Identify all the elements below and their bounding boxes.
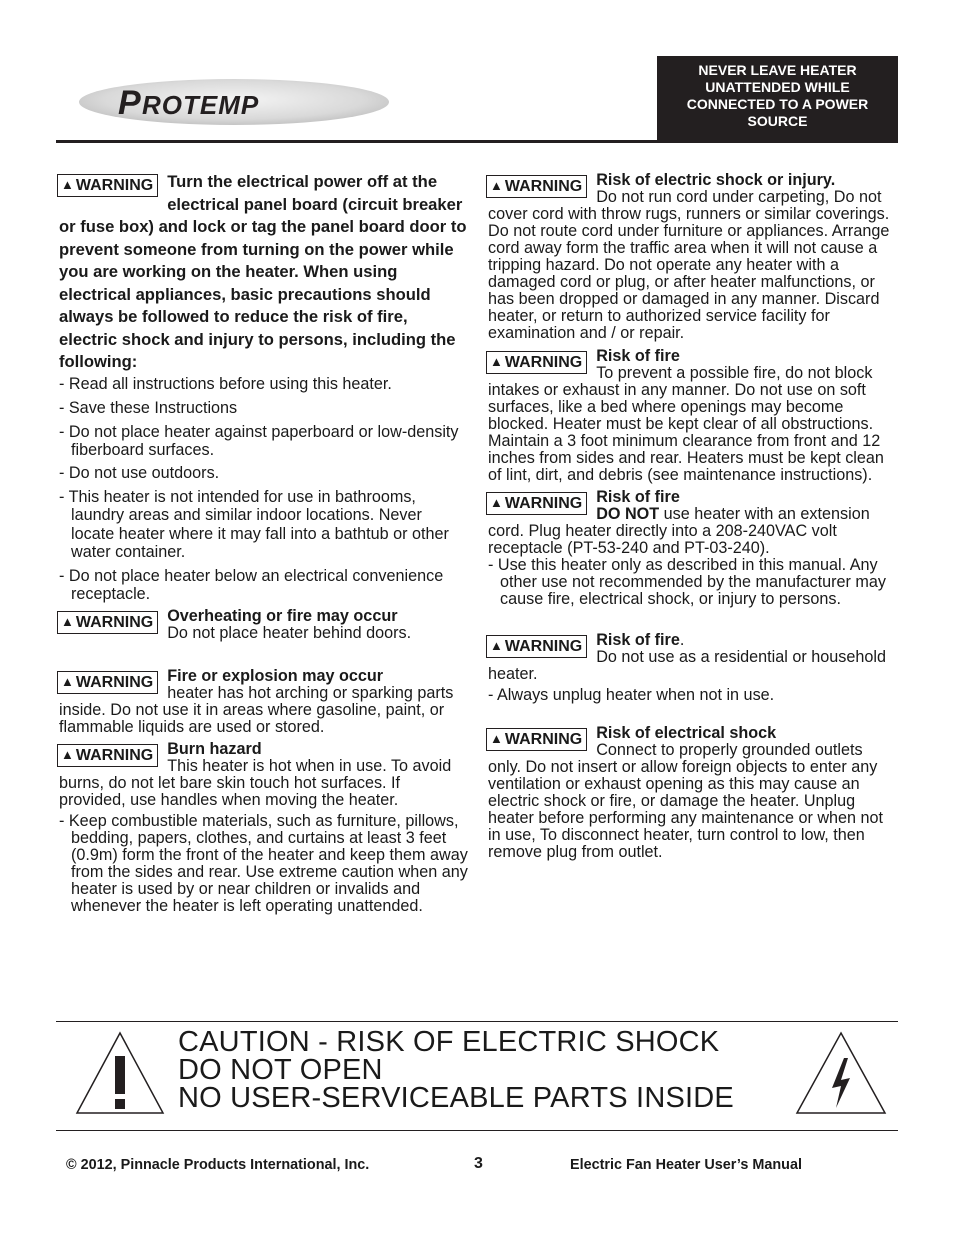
warning-badge-label: WARNING bbox=[75, 746, 154, 764]
left-column bbox=[59, 172, 469, 917]
list-item: - Keep combustible materials, such as furniture, pillows, bedding, papers, clothes, and curtains at least 3 feet (0.9m) form the front of the heater and keep them away from the sides and rear. Use extreme caution when any heater is used by or near children or invalids and whenever the heater is left operating unattended. bbox=[59, 811, 468, 915]
caution-line: NO USER-SERVICEABLE PARTS INSIDE bbox=[178, 1082, 734, 1114]
warning-badge-label: WARNING bbox=[504, 178, 583, 195]
warning-emphasis: DO NOT bbox=[596, 505, 660, 523]
warning-title: Risk of fire bbox=[596, 631, 680, 649]
warning-badge bbox=[57, 744, 158, 767]
warning-triangle-icon: ▲ bbox=[61, 613, 74, 629]
caution-banner bbox=[56, 1021, 898, 1131]
warning-electrical-shock bbox=[488, 725, 900, 861]
notice-line: UNATTENDED WHILE bbox=[705, 79, 850, 95]
warning-badge bbox=[57, 671, 158, 694]
svg-text:ROTEMP: ROTEMP bbox=[142, 90, 260, 120]
warning-text: Connect to properly grounded outlets only. Do not insert or allow foreign objects to enter any ventilation or exhaust opening as this may cause an electric shock or fire, or damage the heater. Unplug heater before performing any maintenance or when not in use, To disconnect heater, turn control to low, then remove plug from outlet. bbox=[488, 741, 884, 861]
warning-text: Do not place heater behind doors. bbox=[167, 623, 412, 642]
warning-text: Do not use as a residential or household heater. bbox=[488, 648, 886, 683]
warning-fire-extension-cord bbox=[488, 489, 900, 557]
warning-badge bbox=[486, 175, 587, 198]
notice-line: SOURCE bbox=[747, 113, 808, 129]
right-column bbox=[488, 172, 900, 861]
header-divider bbox=[56, 140, 898, 143]
warning-triangle-icon: ▲ bbox=[61, 177, 74, 192]
warning-triangle-icon: ▲ bbox=[61, 746, 74, 762]
warning-power-off bbox=[59, 171, 469, 374]
warning-text: Do not run cord under carpeting, Do not cover cord with throw rugs, runners or similar coverings. Do not route cord under furniture or appliances. Arrange cord away form the traffic area when it will not cause a tripping hazard. Do not operate any heater with a damaged cord or plug, or after heater malfunctions, or has been dropped or damaged in any manner. Discard heater, or return to authorized service facility for examination and / or repair. bbox=[488, 188, 890, 342]
warning-triangle-icon: ▲ bbox=[490, 731, 503, 746]
warning-badge bbox=[57, 174, 158, 197]
page-number: 3 bbox=[474, 1155, 483, 1172]
warning-fire-residential bbox=[488, 632, 900, 683]
list-item: - Read all instructions before using this heater. bbox=[59, 374, 392, 393]
warning-badge-label: WARNING bbox=[504, 354, 583, 371]
warning-badge bbox=[486, 635, 587, 658]
residential-list bbox=[488, 686, 900, 705]
warning-text: use heater with an extension cord. Plug heater directly into a 208-240VAC volt receptacle (PT-53-240 and PT-03-240). bbox=[488, 505, 870, 557]
warning-title: Risk of fire bbox=[596, 347, 680, 365]
caution-line: CAUTION - RISK OF ELECTRIC SHOCK bbox=[178, 1026, 720, 1058]
warning-title: Risk of electric shock or injury. bbox=[596, 171, 836, 189]
warning-overheating bbox=[59, 608, 469, 642]
svg-text:P: P bbox=[118, 84, 142, 122]
notice-line: NEVER LEAVE HEATER bbox=[698, 62, 857, 78]
warning-title: Risk of fire bbox=[596, 488, 680, 506]
warning-badge bbox=[486, 492, 587, 515]
warning-triangle-icon: ▲ bbox=[490, 354, 503, 369]
protemp-logo bbox=[78, 78, 390, 126]
warning-text: heater has hot arching or sparking parts inside. Do not use it in areas where gasoline, paint, or flammable liquids are used or stored. bbox=[59, 683, 454, 736]
burn-list bbox=[59, 813, 469, 915]
extension-cord-list bbox=[488, 557, 900, 608]
warning-triangle-icon: ▲ bbox=[61, 673, 74, 689]
caution-line: DO NOT OPEN bbox=[178, 1054, 383, 1086]
exclamation-warning-icon bbox=[74, 1030, 166, 1116]
warning-text: This heater is hot when in use. To avoid burns, do not let bare skin touch hot surfaces. If provided, use handles when moving the heater. bbox=[59, 756, 452, 809]
unattended-notice bbox=[657, 56, 898, 141]
warning-badge-label: WARNING bbox=[504, 731, 583, 748]
caution-text bbox=[178, 1028, 734, 1112]
power-off-intro: Turn the electrical power off at the electrical panel board (circuit breaker or fuse box) and lock or tag the panel board door to prevent someone from turning on the power while you are working on the heater. When using electrical appliances, basic precautions should always be followed to reduce the risk of fire, electric shock and injury to persons, including the following: bbox=[59, 172, 467, 371]
intro-list bbox=[59, 375, 469, 603]
warning-electric-shock-injury bbox=[488, 172, 900, 342]
list-item: - Save these Instructions bbox=[59, 398, 238, 417]
warning-burn bbox=[59, 741, 469, 809]
warning-badge bbox=[486, 728, 587, 751]
warning-triangle-icon: ▲ bbox=[490, 638, 503, 653]
lightning-bolt-warning-icon bbox=[794, 1030, 888, 1116]
warning-badge bbox=[486, 351, 587, 374]
list-item: - Always unplug heater when not in use. bbox=[488, 686, 775, 704]
warning-badge-label: WARNING bbox=[75, 177, 154, 194]
warning-title: Fire or explosion may occur bbox=[167, 666, 384, 685]
footer-manual-title: Electric Fan Heater User’s Manual bbox=[570, 1157, 802, 1173]
warning-badge-label: WARNING bbox=[504, 495, 583, 512]
warning-text: To prevent a possible fire, do not block intakes or exhaust in any manner. Do not use on soft surfaces, like a bed where openings may become blocked. Heater must be kept clear of all obstructions. Maintain a 3 foot minimum clearance from front and 12 inches from sides and rear. Heaters must be kept clean of lint, dirt, and debris (see maintenance instructions). bbox=[488, 364, 884, 484]
warning-badge-label: WARNING bbox=[75, 613, 154, 631]
warning-fire-blocking bbox=[488, 348, 900, 484]
warning-title: Burn hazard bbox=[167, 739, 262, 758]
warning-badge bbox=[57, 611, 158, 634]
warning-title-end: . bbox=[679, 631, 685, 649]
list-item: - Do not place heater below an electrical convenience receptacle. bbox=[59, 566, 444, 603]
list-item: - This heater is not intended for use in bathrooms, laundry areas and similar indoor locations. Never locate heater where it may fall into a bathtub or other water container. bbox=[59, 487, 449, 561]
footer-copyright: © 2012, Pinnacle Products International, Inc. bbox=[66, 1157, 370, 1173]
warning-triangle-icon: ▲ bbox=[490, 495, 503, 510]
list-item: - Use this heater only as described in this manual. Any other use not recommended by the manufacturer may cause fire, electrical shock, or injury to persons. bbox=[488, 556, 887, 608]
warning-explosion bbox=[59, 668, 469, 736]
warning-title: Overheating or fire may occur bbox=[167, 606, 398, 625]
warning-title: Risk of electrical shock bbox=[596, 724, 777, 742]
warning-badge-label: WARNING bbox=[504, 638, 583, 655]
warning-badge-label: WARNING bbox=[75, 673, 154, 691]
list-item: - Do not use outdoors. bbox=[59, 463, 220, 482]
warning-triangle-icon: ▲ bbox=[490, 178, 503, 193]
list-item: - Do not place heater against paperboard or low-density fiberboard surfaces. bbox=[59, 422, 459, 459]
notice-line: CONNECTED TO A POWER bbox=[686, 96, 869, 112]
